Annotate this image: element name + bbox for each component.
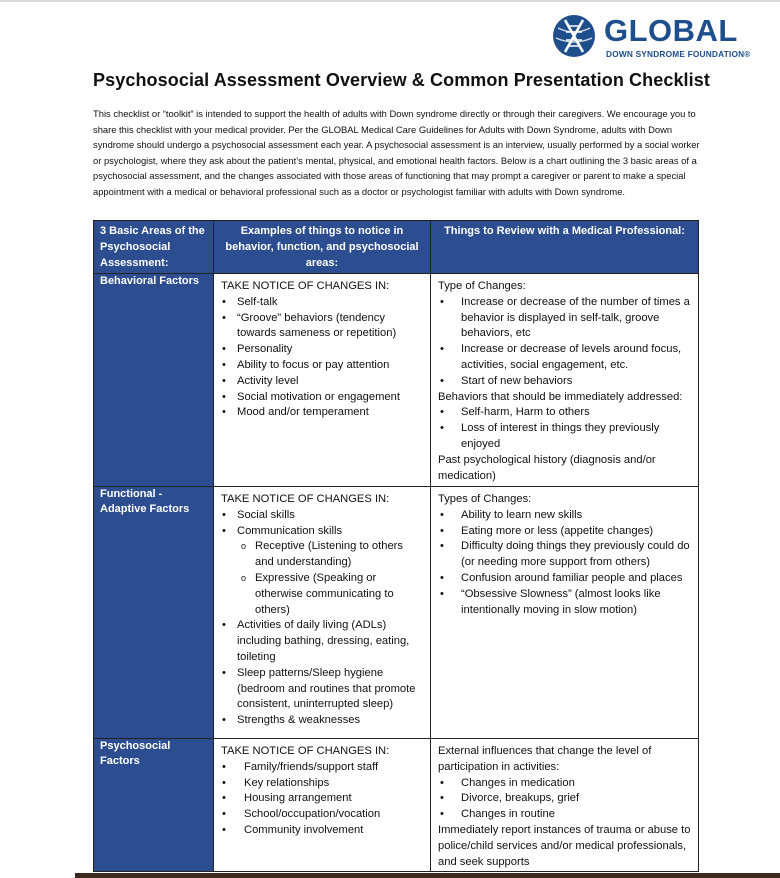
table-row-psychosocial (94, 739, 699, 872)
table-header-row (94, 221, 699, 274)
review-heading-urgent: Behaviors that should be immediately addressed: (438, 390, 683, 403)
list-item: • Family/friends/support staff (221, 760, 424, 776)
list-item: • Eating more or less (appetite changes) (438, 524, 692, 540)
notice-list (221, 295, 424, 421)
list-item: • Self-talk (221, 295, 424, 311)
notice-list-continued (221, 618, 424, 729)
list-item: • Strengths & weaknesses (221, 713, 424, 729)
notice-list (221, 508, 424, 540)
list-item: • Changes in medication (438, 776, 692, 792)
header-review: Things to Review with a Medical Professional: (431, 221, 699, 274)
review-list (438, 776, 692, 823)
list-item: • “Obsessive Slowness” (almost looks like intentionally moving in slow motion) (438, 587, 692, 619)
category-psychosocial: Psychosocial Factors (94, 739, 214, 872)
review-list (438, 508, 692, 619)
review-footer: Past psychological history (diagnosis and/or medication) (438, 453, 656, 482)
list-item: • Communication skills (221, 524, 424, 540)
list-item: • Social skills (221, 508, 424, 524)
category-behavioral: Behavioral Factors (94, 274, 214, 487)
list-item: • Increase or decrease of levels around focus, activities, social engagement, etc. (438, 342, 692, 374)
global-logo (552, 14, 752, 60)
notice-sublist (239, 539, 424, 618)
table-row-functional (94, 487, 699, 739)
list-item: • Start of new behaviors (438, 374, 692, 390)
assessment-table (93, 220, 699, 872)
list-item: • Community involvement (221, 823, 424, 839)
notice-heading: TAKE NOTICE OF CHANGES IN: (221, 280, 390, 292)
table-row-behavioral (94, 274, 699, 487)
review-cell-functional (431, 487, 699, 739)
review-list (438, 295, 692, 390)
page-title: Psychosocial Assessment Overview & Common Presentation Checklist (93, 70, 710, 90)
notice-cell-psychosocial (214, 739, 431, 872)
list-item: • Mood and/or temperament (221, 405, 424, 421)
list-item: • Ability to learn new skills (438, 508, 692, 524)
list-item: • Key relationships (221, 776, 424, 792)
list-item: • Activities of daily living (ADLs) including bathing, dressing, eating, toileting (221, 618, 424, 665)
logo-subtitle: DOWN SYNDROME FOUNDATION® (606, 49, 751, 59)
review-heading: Types of Changes: (438, 493, 532, 505)
list-item: • Sleep patterns/Sleep hygiene (bedroom and routines that promote consistent, uninterrupted sleep) (221, 666, 424, 713)
list-item: • Confusion around familiar people and places (438, 571, 692, 587)
list-item: • Personality (221, 342, 424, 358)
list-item: • Changes in routine (438, 807, 692, 823)
review-list-urgent (438, 405, 692, 452)
list-item: • Self-harm, Harm to others (438, 405, 692, 421)
list-item: • Loss of interest in things they previously enjoyed (438, 421, 692, 453)
notice-list (221, 760, 424, 839)
list-item: o Receptive (Listening to others and understanding) (239, 539, 424, 571)
review-cell-behavioral (431, 274, 699, 487)
notice-cell-behavioral (214, 274, 431, 487)
review-cell-psychosocial (431, 739, 699, 872)
notice-cell-functional (214, 487, 431, 739)
notice-heading: TAKE NOTICE OF CHANGES IN: (221, 745, 390, 757)
list-item: • School/occupation/vocation (221, 807, 424, 823)
review-footer: Immediately report instances of trauma or abuse to police/child services and/or medical professionals, and seek supports (438, 823, 691, 868)
review-heading: Type of Changes: (438, 280, 526, 292)
list-item: • “Groove” behaviors (tendency towards sameness or repetition) (221, 311, 424, 343)
list-item: • Social motivation or engagement (221, 390, 424, 406)
review-heading: External influences that change the level of participation in activities: (438, 745, 652, 773)
list-item: • Activity level (221, 374, 424, 390)
list-item: • Housing arrangement (221, 791, 424, 807)
globe-icon (552, 14, 596, 58)
notice-heading: TAKE NOTICE OF CHANGES IN: (221, 493, 390, 505)
logo-wordmark: GLOBAL (604, 13, 738, 48)
header-areas: 3 Basic Areas of the Psychosocial Assessment: (94, 221, 214, 274)
header-examples: Examples of things to notice in behavior, function, and psychosocial areas: (214, 221, 431, 274)
intro-paragraph: This checklist or “toolkit” is intended to support the health of adults with Down syndrome directly or through their caregivers. We encourage you to share this checklist with your medical provider. Per the GLOBAL Medical Care Guidelines for Adults with Down Syndrome, adults with Down syndrome should undergo a psychosocial assessment each year. A psychosocial assessment is an interview, usually performed by a social worker or psychologist, where they ask about the patient’s mental, physical, and emotional health factors. Below is a chart outlining the 3 basic areas of a psychosocial assessment, and the changes associated with those areas of functioning that may prompt a caregiver or parent to make a special appointment with a medical or behavioral professional such as a doctor or psychologist familiar with adults with Down syndrome. (93, 108, 700, 197)
list-item: • Divorce, breakups, grief (438, 791, 692, 807)
category-functional: Functional - Adaptive Factors (94, 487, 214, 739)
list-item: • Difficulty doing things they previously could do (or needing more support from others) (438, 539, 692, 571)
page-bottom-edge (75, 873, 780, 878)
list-item: • Ability to focus or pay attention (221, 358, 424, 374)
list-item: o Expressive (Speaking or otherwise communicating to others) (239, 571, 424, 618)
list-item: • Increase or decrease of the number of times a behavior is displayed in self-talk, groove behaviors, etc (438, 295, 692, 342)
page-top-edge (0, 0, 780, 2)
